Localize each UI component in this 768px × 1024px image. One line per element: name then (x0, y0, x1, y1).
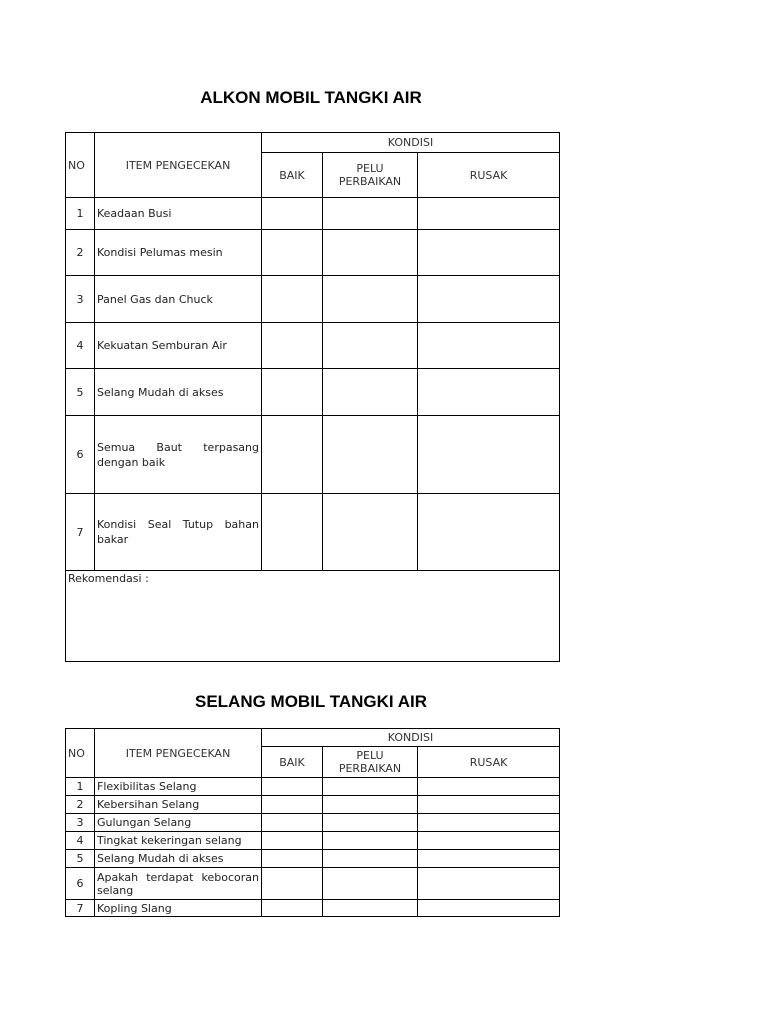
pelu-cell[interactable] (323, 900, 418, 917)
row-item: Kebersihan Selang (95, 796, 262, 814)
rekomendasi-row (66, 571, 560, 662)
baik-cell[interactable] (262, 198, 323, 230)
pelu-cell[interactable] (323, 323, 418, 369)
row-number: 1 (66, 198, 95, 230)
no-header: NO (66, 729, 95, 778)
row-number: 1 (66, 778, 95, 796)
row-number: 3 (66, 276, 95, 323)
rekomendasi-field[interactable] (66, 571, 560, 662)
table-row (66, 778, 560, 796)
row-number: 4 (66, 832, 95, 850)
row-item: Tingkat kekeringan selang (95, 832, 262, 850)
baik-cell[interactable] (262, 868, 323, 900)
pelu-line2: PERBAIKAN (338, 762, 402, 775)
rusak-cell[interactable] (418, 832, 560, 850)
kondisi-header: KONDISI (262, 729, 560, 747)
table-row (66, 416, 560, 494)
pelu-perbaikan-header (323, 747, 418, 778)
pelu-cell[interactable] (323, 796, 418, 814)
pelu-cell[interactable] (323, 369, 418, 416)
row-item: Semua Baut terpasang dengan baik (95, 416, 262, 494)
pelu-cell[interactable] (323, 416, 418, 494)
row-item: Panel Gas dan Chuck (95, 276, 262, 323)
rusak-cell[interactable] (418, 868, 560, 900)
item-header: ITEM PENGECEKAN (95, 133, 262, 198)
baik-cell[interactable] (262, 494, 323, 571)
row-number: 3 (66, 814, 95, 832)
pelu-perbaikan-header (323, 153, 418, 198)
rusak-header: RUSAK (418, 153, 560, 198)
pelu-cell[interactable] (323, 494, 418, 571)
table-row (66, 796, 560, 814)
rusak-cell[interactable] (418, 323, 560, 369)
rusak-header: RUSAK (418, 747, 560, 778)
pelu-cell[interactable] (323, 814, 418, 832)
header-row (66, 133, 560, 153)
row-item: Selang Mudah di akses (95, 850, 262, 868)
pelu-cell[interactable] (323, 778, 418, 796)
rusak-cell[interactable] (418, 850, 560, 868)
baik-cell[interactable] (262, 369, 323, 416)
rekomendasi-label: Rekomendasi : (68, 572, 149, 585)
pelu-cell[interactable] (323, 198, 418, 230)
row-item: Kondisi Pelumas mesin (95, 230, 262, 276)
pelu-cell[interactable] (323, 832, 418, 850)
row-item: Keadaan Busi (95, 198, 262, 230)
baik-header: BAIK (262, 747, 323, 778)
pelu-line1: PELU (356, 162, 384, 175)
baik-cell[interactable] (262, 814, 323, 832)
rusak-cell[interactable] (418, 198, 560, 230)
table-row (66, 850, 560, 868)
table-row (66, 230, 560, 276)
baik-header: BAIK (262, 153, 323, 198)
rusak-cell[interactable] (418, 796, 560, 814)
rusak-cell[interactable] (418, 900, 560, 917)
row-number: 4 (66, 323, 95, 369)
pelu-line1: PELU (356, 749, 384, 762)
pelu-cell[interactable] (323, 850, 418, 868)
alkon-checklist-table (65, 132, 560, 662)
baik-cell[interactable] (262, 416, 323, 494)
row-number: 6 (66, 416, 95, 494)
baik-cell[interactable] (262, 230, 323, 276)
rusak-cell[interactable] (418, 416, 560, 494)
row-number: 7 (66, 494, 95, 571)
row-item: Flexibilitas Selang (95, 778, 262, 796)
table-row (66, 900, 560, 917)
table-row (66, 832, 560, 850)
header-row (66, 729, 560, 747)
table-row (66, 814, 560, 832)
row-item: Kopling Slang (95, 900, 262, 917)
rusak-cell[interactable] (418, 778, 560, 796)
table-row (66, 198, 560, 230)
row-item: Gulungan Selang (95, 814, 262, 832)
baik-cell[interactable] (262, 778, 323, 796)
baik-cell[interactable] (262, 850, 323, 868)
baik-cell[interactable] (262, 796, 323, 814)
rusak-cell[interactable] (418, 276, 560, 323)
pelu-line2: PERBAIKAN (338, 175, 402, 188)
table-row (66, 323, 560, 369)
row-item: Kekuatan Semburan Air (95, 323, 262, 369)
row-number: 6 (66, 868, 95, 900)
table-row (66, 276, 560, 323)
item-header: ITEM PENGECEKAN (95, 729, 262, 778)
row-item: Kondisi Seal Tutup bahan bakar (95, 494, 262, 571)
row-number: 2 (66, 230, 95, 276)
baik-cell[interactable] (262, 900, 323, 917)
pelu-cell[interactable] (323, 230, 418, 276)
row-item: Selang Mudah di akses (95, 369, 262, 416)
table-row (66, 369, 560, 416)
no-header: NO (66, 133, 95, 198)
table-row (66, 494, 560, 571)
rusak-cell[interactable] (418, 814, 560, 832)
pelu-cell[interactable] (323, 868, 418, 900)
section1-title: ALKON MOBIL TANGKI AIR (200, 88, 422, 107)
table-row (66, 868, 560, 900)
pelu-cell[interactable] (323, 276, 418, 323)
row-number: 5 (66, 369, 95, 416)
selang-checklist-table (65, 728, 560, 917)
baik-cell[interactable] (262, 323, 323, 369)
rusak-cell[interactable] (418, 230, 560, 276)
row-number: 5 (66, 850, 95, 868)
row-number: 2 (66, 796, 95, 814)
kondisi-header: KONDISI (262, 133, 560, 153)
section2-title: SELANG MOBIL TANGKI AIR (194, 692, 427, 711)
row-item: Apakah terdapat kebocoran selang (95, 868, 262, 900)
baik-cell[interactable] (262, 276, 323, 323)
rusak-cell[interactable] (418, 494, 560, 571)
rusak-cell[interactable] (418, 369, 560, 416)
baik-cell[interactable] (262, 832, 323, 850)
row-number: 7 (66, 900, 95, 917)
